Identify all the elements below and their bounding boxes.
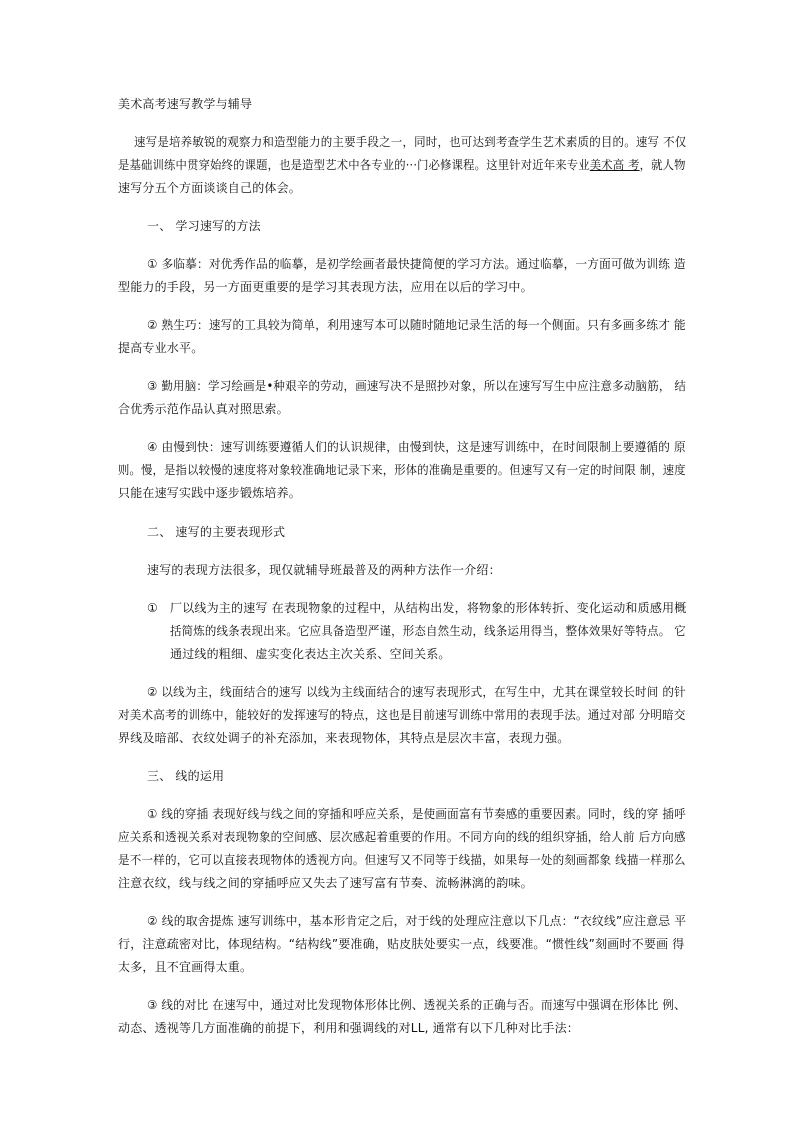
s3-p3-line-1: ③ 线的对比 在速写中，通过对比发现物体形体比例、透视关系的正确与否。而速写中强调在形体比 例、 [147, 998, 686, 1012]
s1-p2-line-1: ② 熟生巧：速写的工具较为简单，利用速写本可以随时随地记录生活的每一个侧面。只有多画多练才 能 [147, 318, 686, 332]
s2-p1-number: ① [147, 601, 158, 615]
s1-p4-line-2: 则。慢，是指以较慢的速度将对象较准确地记录下来，形体的准确是重要的。但速写又有一定的时间限 制，速度 [118, 463, 686, 477]
s3-p3-line-2: 动态、透视等几方面准确的前提下，利用和强调线的对LL, 通常有以下几种对比手法： [118, 1021, 580, 1035]
s3-p2-line-3: 太多，且不宜画得太重。 [118, 960, 253, 974]
s2-p2-line-2: 对美术高考的训练中，能较好的发挥速写的特点，这也是目前速写训练中常用的表现手法。通过对部 分明暗交 [118, 708, 686, 722]
intro-underlined-term: 美术高 考 [589, 158, 640, 172]
s1-p1-line-2: 型能力的手段，另一方面更重要的是学习其表现方法，应用在以后的学习中。 [118, 280, 533, 294]
s2-p1-line-1: 厂以线为主的速写 在表现物象的过程中，从结构出发，将物象的形体转折、变化运动和质感用概 [170, 601, 687, 615]
s2-intro: 速写的表现方法很多，现仅就辅导班最普及的两种方法作一介绍： [147, 563, 501, 577]
s3-p2-line-2: 行，注意疏密对比，体现结构。“结构线”要准确，贴皮肤处要实一点，线要准。“惯性线”刻画时不要画 得 [118, 937, 685, 951]
s2-p1-line-2: 括简炼的线条表现出来。它应具备造型严谨，形态自然生动，线条运用得当，整体效果好等特点。 它 [170, 624, 686, 638]
s2-p2-line-1: ② 以线为主，线面结合的速写 以线为主线面结合的速写表现形式，在写生中，尤其在课堂较长时间 的针 [147, 685, 686, 699]
s1-p4-line-1: ④ 由慢到快：速写训练要遵循人们的认识规律，由慢到快，这是速写训练中，在时间限制上要遵循的 原 [147, 440, 686, 454]
section-2-heading: 二、 速写的主要表现形式 [147, 525, 286, 539]
s1-p3-line-2: 合优秀示范作品认真对照思索。 [118, 402, 289, 416]
intro-line-2a: 是基础训练中贯穿始终的课题，也是造型艺术中各专业的···门必修课程。这里针对近年来专业 [118, 158, 590, 172]
s1-p1-line-1: ① 多临摹：对优秀作品的临摹，是初学绘画者最快捷简便的学习方法。通过临摹，一方面可做为训练 造 [147, 257, 686, 271]
s1-p4-line-3: 只能在速写实践中逐步锻炼培养。 [118, 486, 302, 500]
intro-line-2 [118, 157, 686, 173]
s3-p2-line-1: ② 线的取舍提炼 速写训练中，基本形肯定之后，对于线的处理应注意以下几点：“衣纹线”应注意忌 平 [147, 914, 687, 928]
s1-p3-line-1: ③ 勤用脑：学习绘画是•种艰辛的劳动，画速写决不是照抄对象，所以在速写写生中应注意多动脑筋， 结 [147, 379, 687, 393]
intro-line-3: 速写分五个方面谈谈自己的体会。 [118, 181, 302, 195]
s3-p1-line-1: ① 线的穿插 表现好线与线之间的穿插和呼应关系，是使画面富有节奏感的重要因素。同时，线的穿 插呼 [147, 807, 686, 821]
s1-p2-line-2: 提高专业水平。 [118, 341, 204, 355]
intro-line-2b: ，就人物 [639, 158, 686, 172]
s3-p1-line-2: 应关系和透视关系对表现物象的空间感、层次感起着重要的作用。不同方向的线的组织穿插，给人前 后方向感 [118, 830, 686, 844]
intro-line-1: 速写是培养敏锐的观察力和造型能力的主要手段之一，同时，也可达到考查学生艺术素质的目的。速写 不仅 [134, 135, 687, 149]
section-3-heading: 三、 线的运用 [147, 769, 225, 783]
s3-p1-line-4: 注意衣纹，线与线之间的穿插呼应又失去了速写富有节奏、流畅淋漓的韵味。 [118, 876, 533, 890]
s2-p1-line-3: 通过线的粗细、虚实变化表达主次关系、空间关系。 [170, 647, 451, 661]
document-title: 美术高考速写教学与辅导 [118, 97, 253, 111]
s2-p2-line-3: 界线及暗部、衣纹处调子的补充添加，来表现物体，其特点是层次丰富，表现力强。 [118, 731, 570, 745]
section-1-heading: 一、 学习速写的方法 [147, 219, 261, 233]
s3-p1-line-3: 是不一样的，它可以直接表现物体的透视方向。但速写又不同等于线描，如果每一处的刻画都象 线描一样那么 [118, 853, 686, 867]
